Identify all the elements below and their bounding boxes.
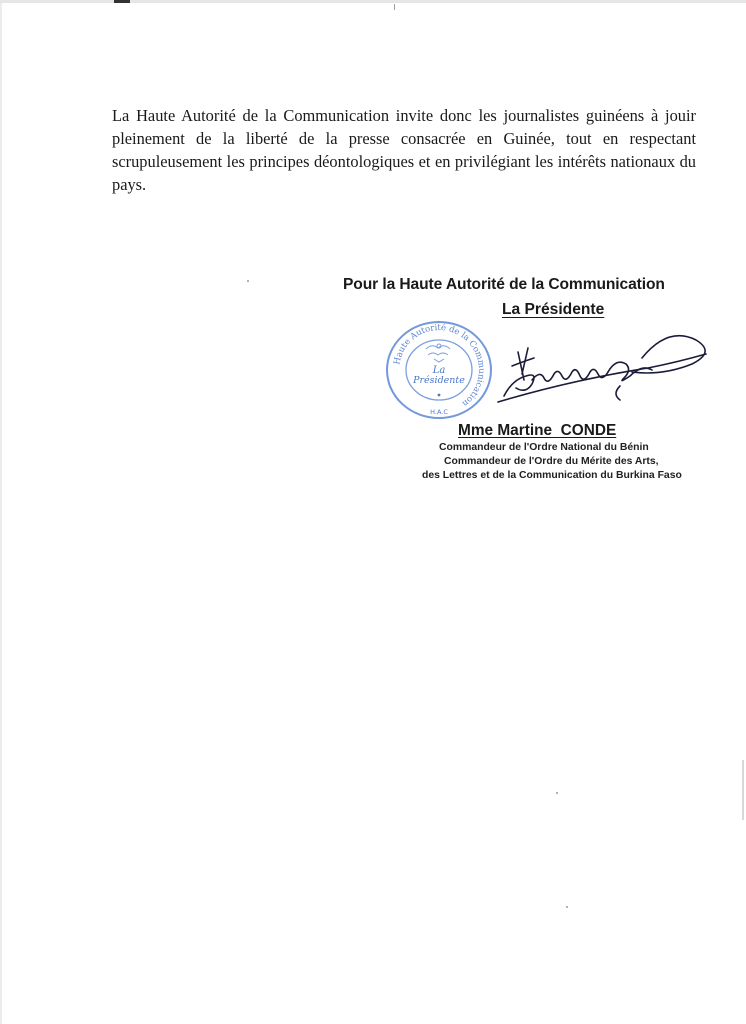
stamp-emblem-icon (426, 344, 450, 362)
scan-speck (394, 4, 395, 10)
scan-speck (566, 906, 568, 908)
scan-top-edge (0, 0, 746, 3)
signatory-title-3: des Lettres et de la Communication du Burkina Faso (422, 470, 682, 481)
svg-text:Haute Autorité de la Communica (392, 322, 486, 409)
signatory-organization: Pour la Haute Autorité de la Communication (343, 276, 665, 293)
stamp-center-line2: Présidente (413, 375, 465, 386)
scan-speck (247, 280, 249, 282)
closing-paragraph: La Haute Autorité de la Communication invite donc les journalistes guinéens à jouir pleinement de la liberté de la presse consacrée en Guinée, tout en respectant scrupuleusement les principes déontologiques et en privilégiant les intérêts nationaux du pays. (112, 106, 696, 194)
signatory-title-2: Commandeur de l'Ordre du Mérite des Arts, (444, 456, 659, 467)
official-stamp (382, 319, 496, 421)
scan-mark (114, 0, 130, 3)
signatory-name: Mme Martine CONDE (458, 422, 617, 439)
page-edge (0, 0, 2, 1024)
scan-speck (556, 792, 558, 794)
signatory-title-1: Commandeur de l'Ordre National du Bénin (439, 442, 649, 453)
scan-right-edge (742, 760, 744, 820)
stamp-bottom-text: H.A.C (430, 408, 448, 416)
stamp-ring-text: Haute Autorité de la Communication (392, 322, 487, 409)
handwritten-signature (492, 318, 714, 410)
signatory-role: La Présidente (502, 301, 605, 318)
stamp-center-line1: La (432, 365, 446, 376)
